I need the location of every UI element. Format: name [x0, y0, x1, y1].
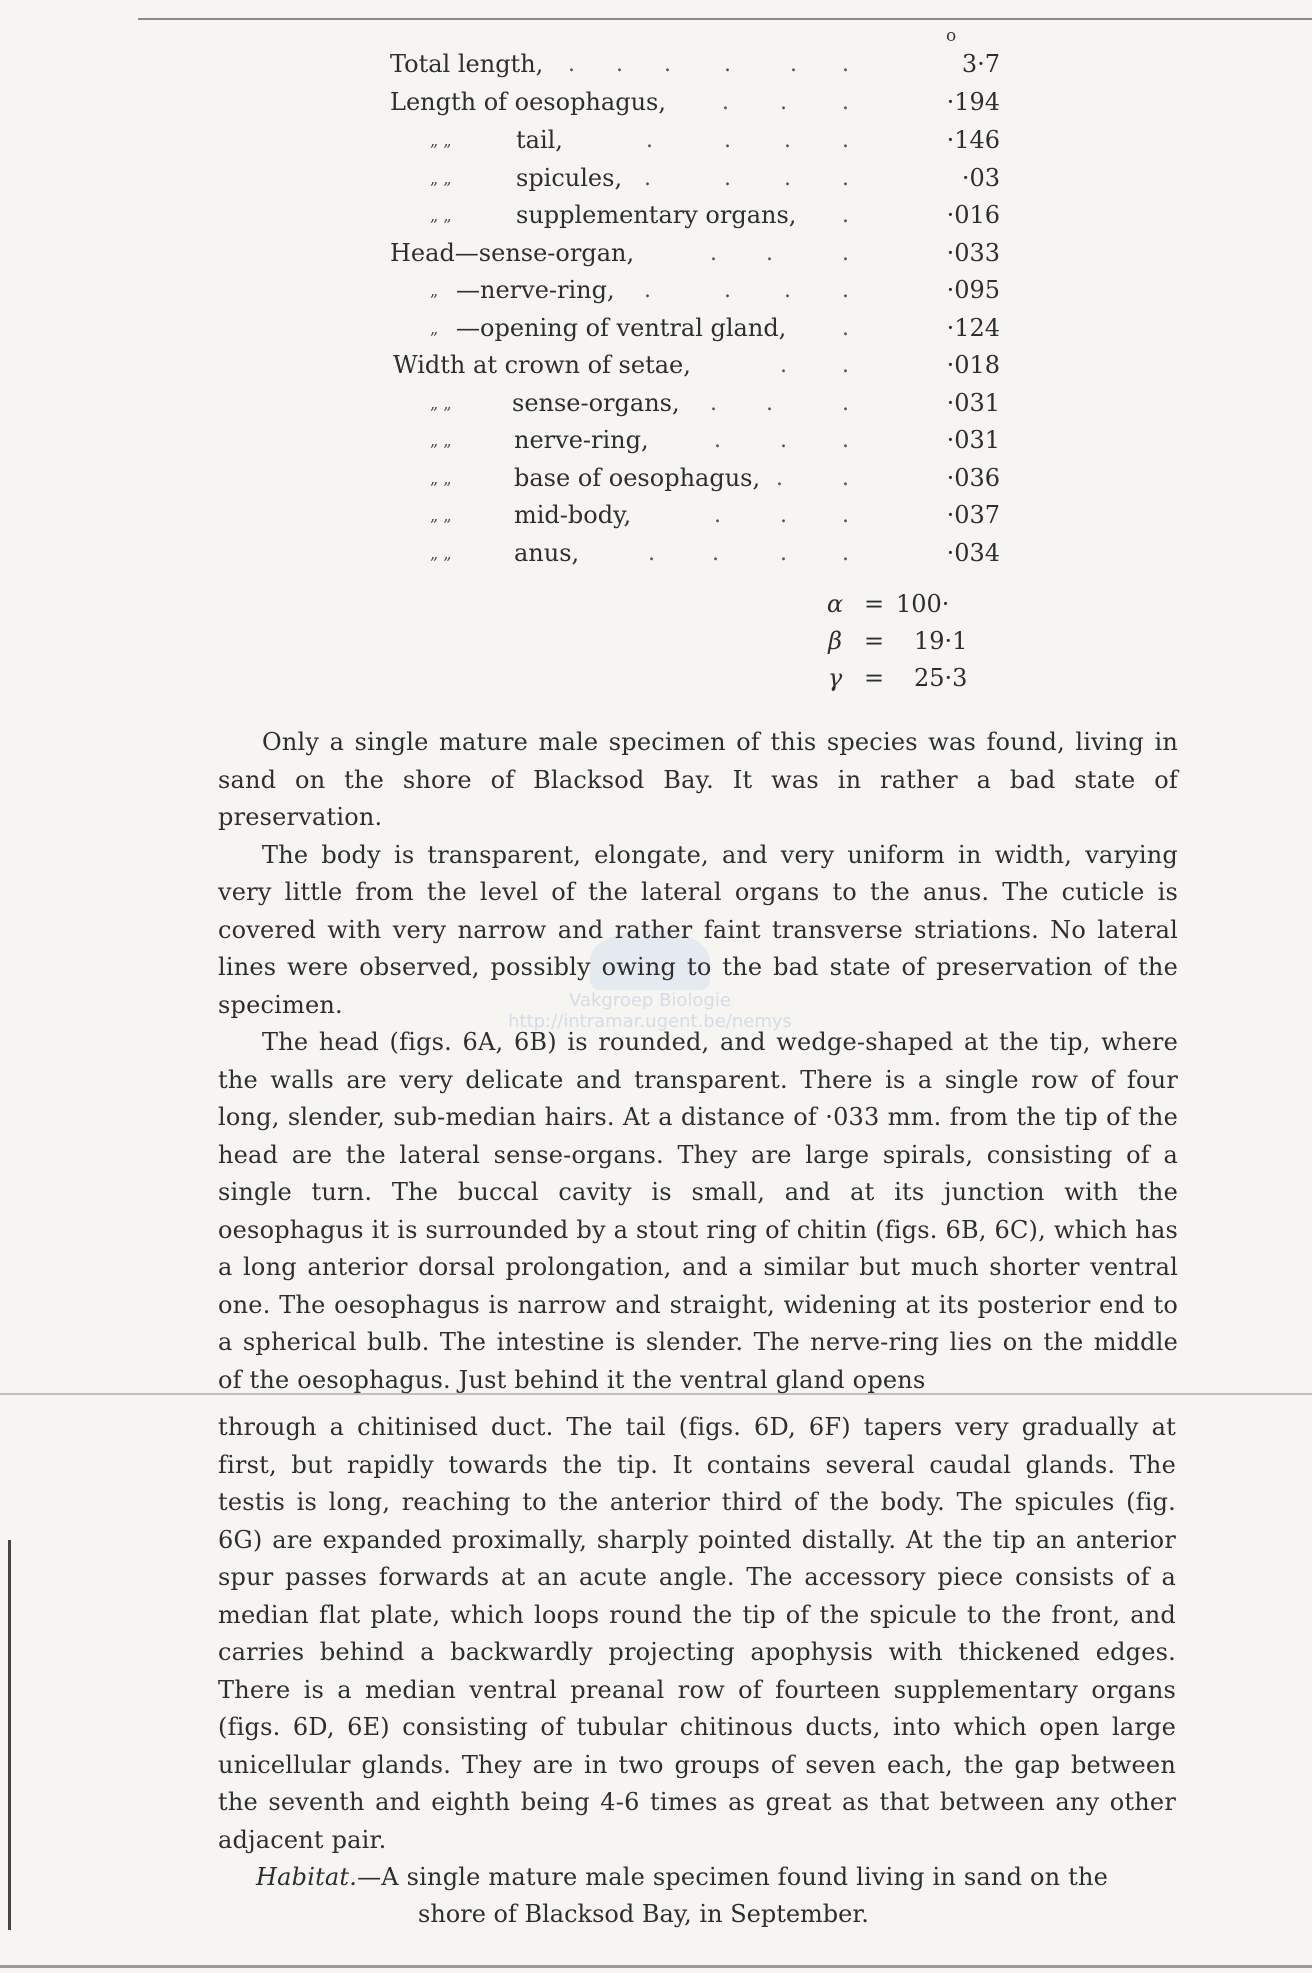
- measurement-label: —opening of ventral gland,: [456, 314, 787, 342]
- top-rule: [138, 18, 1312, 20]
- measurement-value: ·124: [946, 314, 1000, 342]
- ditto-mark: „ „: [430, 506, 452, 525]
- ratio-symbol: α: [826, 590, 844, 618]
- measurement-row: „ —opening of ventral gland, . ·124: [0, 310, 1312, 347]
- paragraph: Only a single mature male specimen of this species was found, living in sand on the shore of Blacksod Bay. It was in rather a bad state of preservation.: [218, 728, 1178, 831]
- measurement-row: „ „ supplementary organs, . ·016: [0, 197, 1312, 234]
- measurement-label: Length of oesophagus,: [390, 88, 666, 116]
- measurement-row: „ „ sense-organs, . . . ·031: [0, 385, 1312, 422]
- measurement-value: 3·7: [961, 50, 1000, 78]
- measurement-value: ·016: [946, 201, 1000, 229]
- habitat-continuation: shore of Blacksod Bay, in September.: [418, 1900, 869, 1928]
- ratio-equals: =: [864, 590, 885, 618]
- paragraph: through a chitinised duct. The tail (figs. 6D, 6F) tapers very gradually at first, but rapidly towards the tip. It contains several caudal glands. The testis is long, reaching to the anterior third of the body. The spicules (fig. 6G) are expanded proximally, sharply pointed distally. At the tip an anterior spur passes forwards at an acute angle. The accessory piece consists of a median flat plate, which loops round the tip of the spicule to the front, and carries behind a backwardly projecting apophysis with thickened edges. There is a median ventral preanal row of fourteen supplementary organs (figs. 6D, 6E) consisting of tubular chitinous ducts, into which open large unicellular glands. They are in two groups of seven each, the gap between the seventh and eighth being 4-6 times as great as that between any other adjacent pair.: [218, 1413, 1176, 1854]
- measurement-value: ·194: [946, 88, 1000, 116]
- measurement-value: ·095: [946, 276, 1000, 304]
- measurement-label: spicules,: [516, 164, 623, 192]
- body-text-lower: [218, 1409, 1176, 1897]
- measurement-label: Head—sense-organ,: [390, 239, 635, 267]
- measurement-label: —nerve-ring,: [456, 276, 615, 304]
- measurement-value: ·03: [961, 164, 1000, 192]
- ditto-mark: „ „: [430, 469, 452, 488]
- measurement-label: base of oesophagus,: [514, 464, 761, 492]
- degree-mark: o: [946, 26, 957, 46]
- habitat-line: [218, 1859, 1176, 1897]
- ratio-symbol: β: [828, 627, 842, 655]
- ditto-mark: „ „: [430, 431, 452, 450]
- measurement-row: „ „ spicules, . . . . ·03: [0, 160, 1312, 197]
- measurement-value: ·031: [946, 426, 1000, 454]
- bottom-rule: [0, 1965, 1312, 1968]
- measurement-row: Head—sense-organ, . . . ·033: [0, 235, 1312, 272]
- measurement-value: ·146: [946, 126, 1000, 154]
- measurement-value: ·031: [946, 389, 1000, 417]
- habitat-text: —A single mature male specimen found living in sand on the: [357, 1863, 1109, 1891]
- ratio-value: 25·3: [914, 664, 968, 692]
- watermark-text: Vakgroep Biologie: [569, 990, 731, 1011]
- measurement-value: ·034: [946, 539, 1000, 567]
- measurement-row: „ „ anus, . . . . ·034: [0, 535, 1312, 572]
- measurement-row: „ „ nerve-ring, . . . ·031: [0, 422, 1312, 459]
- measurement-value: ·033: [946, 239, 1000, 267]
- habitat-label: Habitat.: [256, 1863, 358, 1891]
- ditto-mark: „: [430, 319, 439, 338]
- ratio-equals: =: [864, 627, 885, 655]
- measurement-label: anus,: [514, 539, 580, 567]
- ditto-mark: „ „: [430, 544, 452, 563]
- ditto-mark: „ „: [430, 169, 452, 188]
- measurement-value: ·018: [946, 351, 1000, 379]
- measurement-label: Total length,: [390, 50, 544, 78]
- measurement-label: sense-organs,: [512, 389, 680, 417]
- measurement-row: Width at crown of setae, . . ·018: [0, 347, 1312, 384]
- ratio-equals: =: [864, 664, 885, 692]
- paragraph: The head (figs. 6A, 6B) is rounded, and wedge-shaped at the tip, where the walls are very delicate and transparent. There is a single row of four long, slender, sub-median hairs. At a distance of ·033 mm. from the tip of the head are the lateral sense-organs. They are large spirals, consisting of a single turn. The buccal cavity is small, and at its junction with the oesophagus it is surrounded by a stout ring of chitin (figs. 6B, 6C), which has a long anterior dorsal prolongation, and a similar but much shorter ventral one. The oesophagus is narrow and straight, widening at its posterior end to a spherical bulb. The intestine is slender. The nerve-ring lies on the middle of the oesophagus. Just behind it the ventral gland opens: [218, 1028, 1178, 1394]
- measurement-label: supplementary organs,: [516, 201, 797, 229]
- watermark-url: http://intramar.ugent.be/nemys: [508, 1011, 792, 1032]
- measurement-value: ·037: [946, 501, 1000, 529]
- ratio-value: 19·1: [914, 627, 968, 655]
- measurement-label: tail,: [516, 126, 563, 154]
- measurement-row: „ —nerve-ring, . . . . ·095: [0, 272, 1312, 309]
- measurement-row: „ „ tail, . . . . ·146: [0, 122, 1312, 159]
- ratio-symbol: γ: [827, 664, 843, 692]
- measurement-value: ·036: [946, 464, 1000, 492]
- measurement-row: Length of oesophagus, . . . ·194: [0, 84, 1312, 121]
- page-edge-shadow: [8, 1540, 11, 1930]
- measurement-label: mid-body,: [514, 501, 632, 529]
- measurement-label: Width at crown of setae,: [393, 351, 691, 379]
- measurement-row: „ „ mid-body, . . . ·037: [0, 497, 1312, 534]
- ditto-mark: „ „: [430, 131, 452, 150]
- ditto-mark: „ „: [430, 206, 452, 225]
- ratio-value: 100·: [896, 590, 950, 618]
- ditto-mark: „ „: [430, 394, 452, 413]
- measurement-label: nerve-ring,: [514, 426, 649, 454]
- paragraph: The body is transparent, elongate, and very uniform in width, varying very little from the level of the lateral organs to the anus. The cuticle is covered with very narrow and rather faint transverse striations. No lateral lines were observed, possibly owing to the bad state of preservation of the specimen.: [218, 840, 1178, 1019]
- ditto-mark: „: [430, 281, 439, 300]
- body-text-upper: [218, 724, 1178, 1399]
- measurement-row: „ „ base of oesophagus, . . ·036: [0, 460, 1312, 497]
- measurement-row: Total length, . . . . . . 3·7: [0, 46, 1312, 83]
